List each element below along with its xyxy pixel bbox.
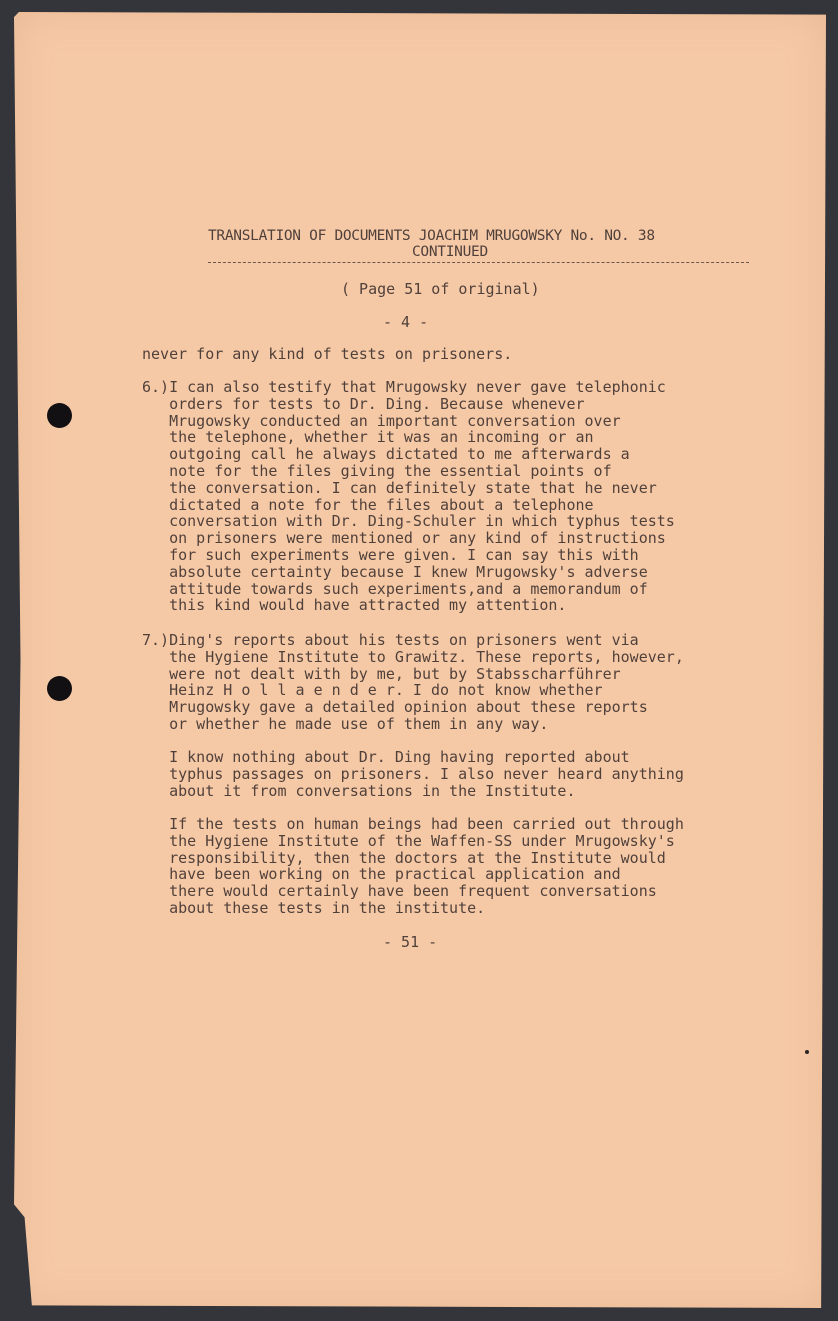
punch-hole-bottom bbox=[47, 676, 72, 701]
title-underline bbox=[208, 262, 749, 263]
continued-label: CONTINUED bbox=[412, 244, 488, 260]
page-number: - 51 - bbox=[383, 933, 438, 951]
document-title: TRANSLATION OF DOCUMENTS JOACHIM MRUGOWSKY No. NO. 38 bbox=[208, 228, 655, 244]
original-page-reference: ( Page 51 of original) bbox=[341, 280, 540, 298]
punch-hole-top bbox=[47, 403, 72, 428]
intro-line: never for any kind of tests on prisoners. bbox=[142, 345, 513, 363]
paper-mark bbox=[805, 1050, 809, 1054]
paragraph-item-7: 7.)Ding's reports about his tests on prisoners went via the Hygiene Institute to Grawitz. These reports, however, were not dealt with by me, but by Stabsscharführer Heinz H o l l a e n d e r. I do not know whether Mrugowsky gave a detailed opinion about these reports or whether he made use of them in any way. bbox=[142, 631, 684, 733]
paragraph-item-6: 6.)I can also testify that Mrugowsky never gave telephonic orders for tests to Dr. Ding. Because whenever Mrugowsky conducted an important conversation over the telephone, whether it was an incoming or an outgoing call he always dictated to me afterwards a note for the files giving the essential points of the conversation. I can definitely state that he never dictated a note for the files about a telephone conversation with Dr. Ding-Schuler in which typhus tests on prisoners were mentioned or any kind of instructions for such experiments were given. I can say this with absolute certainty because I knew Mrugowsky's adverse attitude towards such experiments,and a memorandum of this kind would have attracted my attention. bbox=[142, 378, 675, 615]
paragraph-hygiene-institute: If the tests on human beings had been carried out through the Hygiene Institute of the Waffen-SS under Mrugowsky's responsibility, then the doctors at the Institute would have been working on the practical application and there would certainly have been frequent conversations about these tests in the institute. bbox=[169, 815, 684, 917]
paragraph-dr-ding-reports: I know nothing about Dr. Ding having reported about typhus passages on prisoners. I also never heard anything about it from conversations in the Institute. bbox=[169, 748, 684, 800]
section-number: - 4 - bbox=[383, 313, 429, 331]
